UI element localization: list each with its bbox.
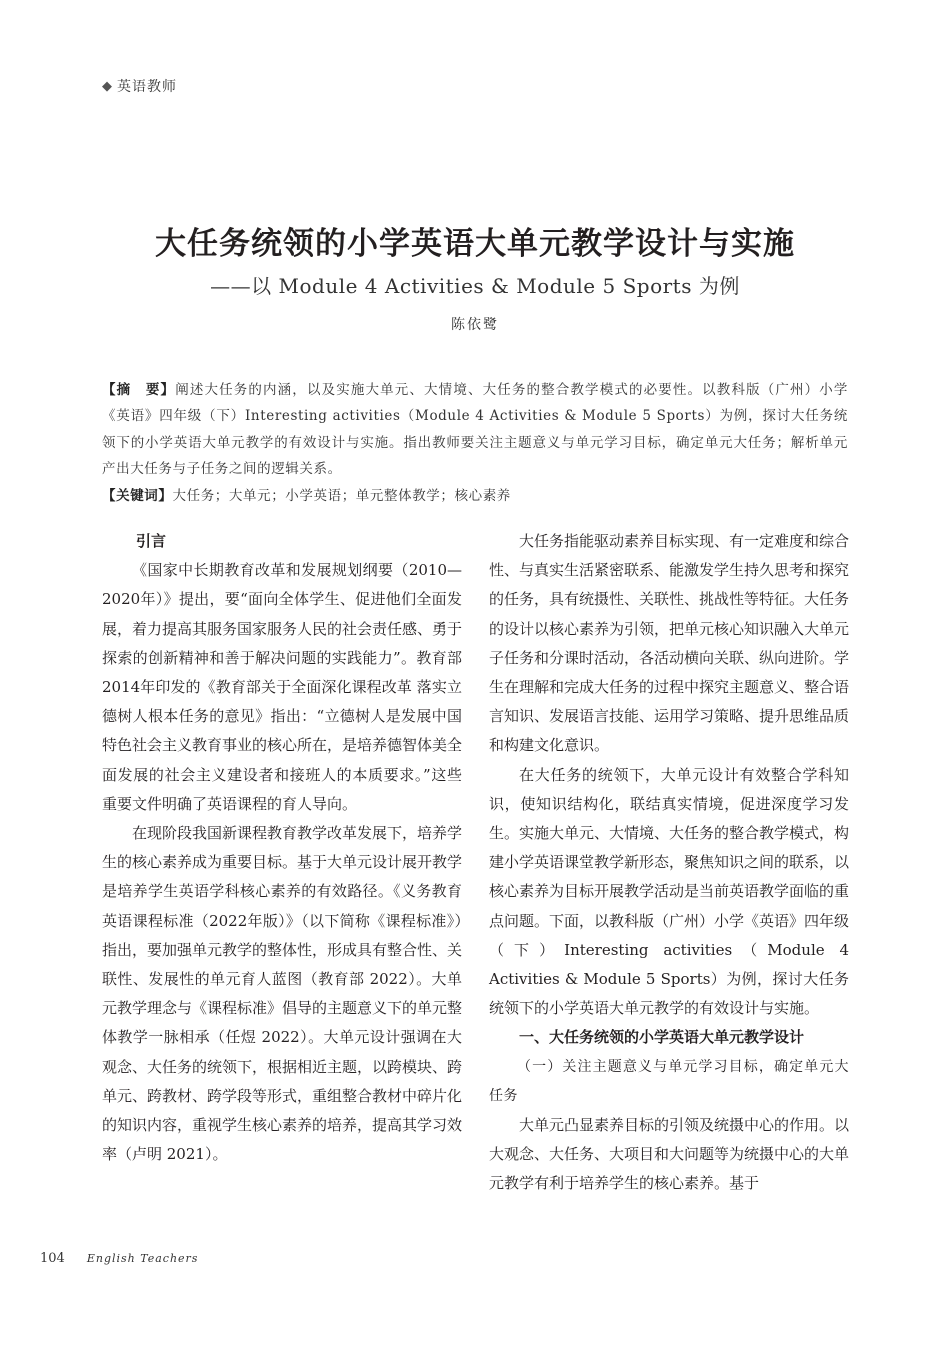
page-footer <box>40 1251 198 1266</box>
keywords-text: 大任务；大单元；小学英语；单元整体教学；核心素养 <box>172 488 511 504</box>
intro-heading: 引言 <box>136 532 167 550</box>
author-name: 陈依鹭 <box>451 317 499 333</box>
journal-name: English Teachers <box>86 1252 199 1265</box>
body-paragraph: 大任务指能驱动素养目标实现、有一定难度和综合性、与真实生活紧密联系、能激发学生持久思考和探究的任务，具有统摄性、关联性、挑战性等特征。大任务的设计以核心素养为引领，把单元核心知识融入大单元子任务和分课时活动，各活动横向关联、纵向进阶。学生在理解和完成大任务的过程中探究主题意义、整合语言知识、发展语言技能、运用学习策略、提升思维品质和构建文化意识。 <box>489 532 850 755</box>
keywords-label: 【关键词】 <box>102 488 173 504</box>
right-column <box>489 527 849 1199</box>
running-header <box>102 76 177 96</box>
body-paragraph: 在现阶段我国新课程教育教学改革发展下，培养学生的核心素养成为重要目标。基于大单元设计展开教学是培养学生英语学科核心素养的有效路径。《义务教育英语课程标准（2022年版）》（以下简称《课程标准》）指出，要加强单元教学的整体性，形成具有整合性、关联性、发展性的单元育人蓝图（教育部 2022）。大单元教学理念与《课程标准》倡导的主题意义下的单元整体教学一脉相承（任煜 2022）。大单元设计强调在大观念、大任务的统领下，根据相近主题，以跨模块、跨单元、跨教材、跨学段等形式，重组整合教材中碎片化的知识内容，重视学生核心素养的培养，提高其学习效率（卢明 2021）。 <box>102 824 463 1164</box>
page-number: 104 <box>40 1251 65 1266</box>
diamond-icon: ◆ <box>102 78 113 94</box>
body-paragraph: 《国家中长期教育改革和发展规划纲要（2010—2020年）》提出，要“面向全体学生、促进他们全面发展，着力提高其服务国家服务人民的社会责任感、勇于探索的创新精神和善于解决问题的实践能力”。教育部2014年印发的《教育部关于全面深化课程改革 落实立德树人根本任务的意见》指出：“立德树人是发展中国特色社会主义教育事业的核心所在，是培养德智体美全面发展的社会主义建设者和接班人的本质要求。”这些重要文件明确了英语课程的育人导向。 <box>102 561 463 813</box>
abstract <box>102 377 848 482</box>
article-title: 大任务统领的小学英语大单元教学设计与实施 <box>155 226 795 262</box>
body-paragraph: 在大任务的统领下，大单元设计有效整合学科知识，使知识结构化，联结真实情境，促进深度学习发生。实施大单元、大情境、大任务的整合教学模式，构建小学英语课堂教学新形态，聚焦知识之间的联系，以核心素养为目标开展教学活动是当前英语教学面临的重点问题。下面，以教科版（广州）小学《英语》四年级（下）Interesting activities（Module 4 Activities & Module 5 Sports）为例，探讨大任务统领下的小学英语大单元教学的有效设计与实施。 <box>489 765 850 1018</box>
section-heading: 一、大任务统领的小学英语大单元教学设计 <box>519 1028 805 1047</box>
article-subtitle: ——以 Module 4 Activities & Module 5 Sports 为例 <box>210 274 740 298</box>
abstract-label: 【摘 要】 <box>102 382 176 398</box>
body-paragraph: 大单元凸显素养目标的引领及统摄中心的作用。以大观念、大任务、大项目和大问题等为统摄中心的大单元教学有利于培养学生的核心素养。基于 <box>489 1116 850 1193</box>
left-column <box>102 527 462 1169</box>
keywords <box>102 483 848 509</box>
subsection-heading: （一）关注主题意义与单元学习目标，确定单元大任务 <box>489 1058 849 1104</box>
journal-section-label: 英语教师 <box>117 79 177 95</box>
abstract-text: 阐述大任务的内涵，以及实施大单元、大情境、大任务的整合教学模式的必要性。以教科版（广州）小学《英语》四年级（下）Interesting activities（Module 4 Activities & Module 5 Sports）为例，探讨大任务统领下的小学英语大单元教学的有效设计与实施。指出教师要关注主题意义与单元学习目标，确定单元大任务；解析单元产出大任务与子任务之间的逻辑关系。 <box>102 382 849 477</box>
